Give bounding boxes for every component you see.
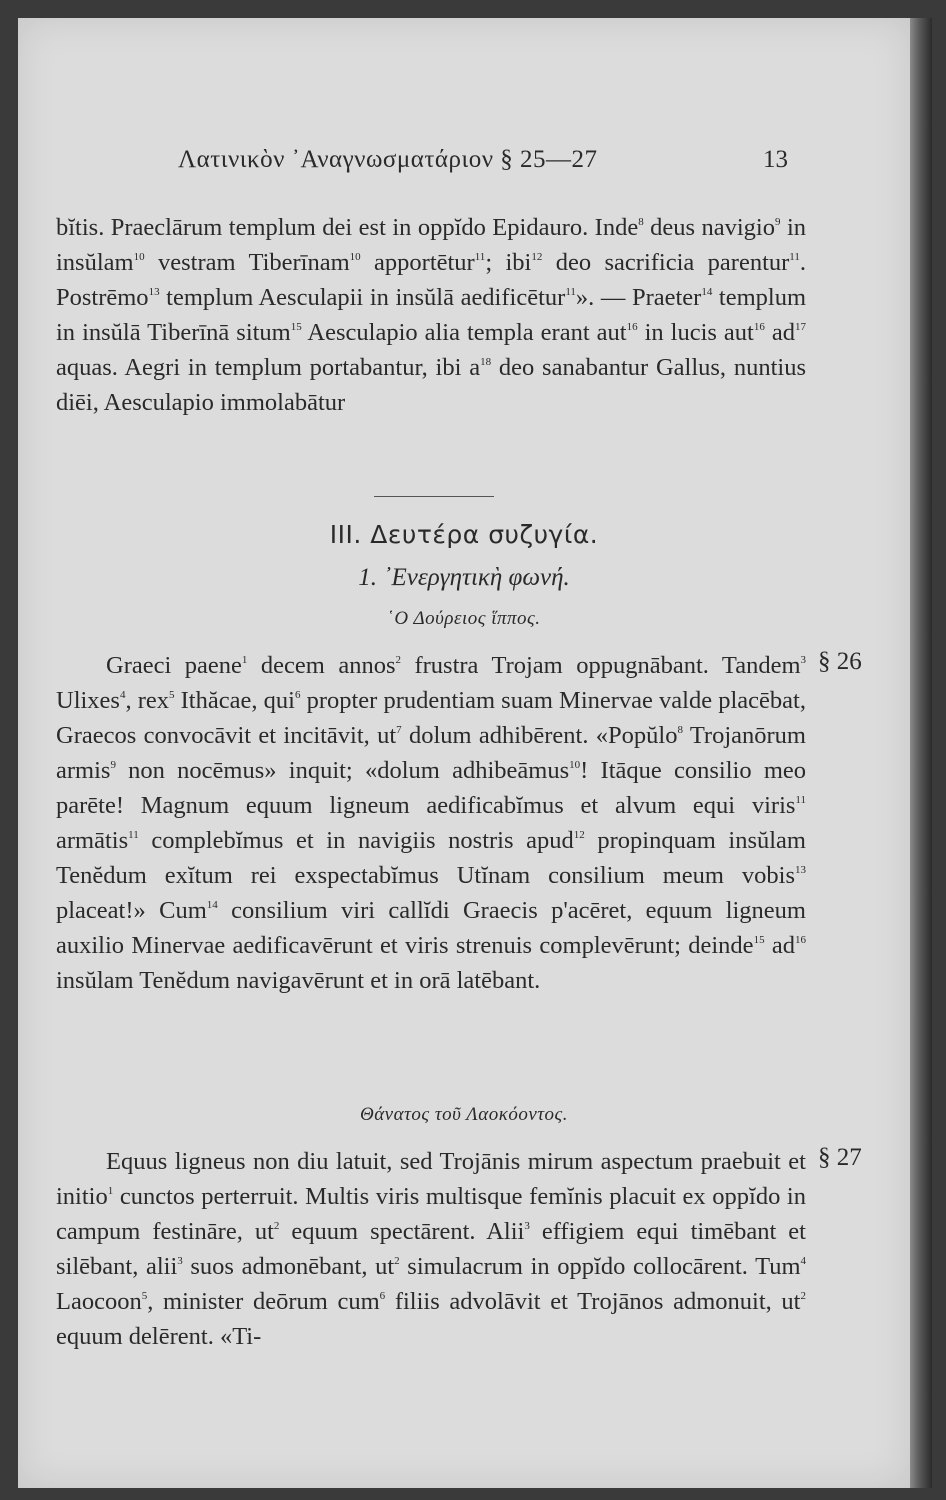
paragraph-text [56, 210, 806, 420]
footnote-ref: 14 [206, 899, 218, 911]
text-run: ». — Praeter [575, 284, 702, 311]
text-run: vestram Tiberīnam [144, 249, 350, 276]
footnote-ref: 13 [148, 286, 160, 298]
text-run: . Postrēmo [56, 249, 806, 311]
footnote-ref: 3 [177, 1255, 183, 1267]
text-run: cunctos perterruit. Multis viris multisque femĭnis placuit ex oppĭdo in campum festināre, ut [56, 1183, 806, 1245]
text-run: templum in insŭlā Tiberīnā situm [56, 284, 807, 346]
page-number: 13 [763, 146, 788, 173]
text-run: aquas. Aegri in templum portabantur, ibi a [56, 354, 481, 381]
footnote-ref: 2 [800, 1290, 806, 1302]
footnote-ref: 4 [800, 1255, 807, 1267]
text-run: Laocoon [56, 1288, 142, 1315]
footnote-ref: 2 [394, 1255, 400, 1267]
text-run: Ithăcae, qui [174, 687, 295, 714]
book-page [18, 18, 910, 1488]
text-run: deo sanabantur Gallus, nuntius diēi, Aesculapio immolabātur [56, 354, 806, 416]
section-marker-26: § 26 [818, 648, 862, 675]
footnote-ref: 11 [789, 251, 800, 263]
text-run: , minister deōrum cum [147, 1288, 380, 1315]
footnote-ref: 10 [349, 251, 361, 263]
text-run: deo sacrificia parentur [542, 249, 790, 276]
paragraph-text [56, 1144, 806, 1354]
footnote-ref: 2 [273, 1220, 280, 1232]
text-run: in insŭlam [56, 214, 806, 276]
text-run: propter prudentiam suam Minervae valde placēbat, Graecos convocāvit et incitāvit, ut [56, 687, 806, 749]
footnote-ref: 9 [110, 759, 116, 771]
paragraph-section-25-end [56, 210, 806, 420]
text-run: insŭlam Tenĕdum navigavērunt et in orā latēbant. [56, 967, 541, 994]
text-run: frustra Trojam oppugnābant. Tandem [400, 652, 801, 679]
text-run: placeat!» Cum [56, 897, 207, 924]
footnote-ref: 3 [524, 1220, 530, 1232]
footnote-ref: 17 [795, 321, 807, 333]
text-run: decem annos [247, 652, 396, 679]
text-run: Trojanōrum armis [56, 722, 806, 784]
text-run: effigiem equi timēbant et silēbant, alii [56, 1218, 806, 1280]
book-spine-edge [910, 18, 932, 1488]
section-divider [374, 496, 494, 497]
footnote-ref: 8 [638, 216, 644, 228]
footnote-ref: 4 [119, 689, 126, 701]
text-run: ! Itāque consilio meo parēte! Magnum equum ligneum aedificabĭmus et alvum equi viris [56, 757, 806, 819]
text-run: filiis advolāvit et Trojānos admonuit, ut [385, 1288, 801, 1315]
paragraph-section-27 [56, 1144, 806, 1354]
text-run: complebĭmus et in navigiis nostris apud [138, 827, 574, 854]
footnote-ref: 6 [379, 1290, 386, 1302]
footnote-ref: 1 [107, 1185, 114, 1197]
text-run: ad [764, 319, 796, 346]
text-run: equum delērent. «Ti- [56, 1323, 262, 1350]
running-header: Λατινικὸν ᾿Αναγνωσματάριον § 25—27 [178, 146, 598, 173]
paragraph-section-26 [56, 648, 806, 998]
footnote-ref: 2 [395, 654, 401, 666]
text-run: apportētur [360, 249, 475, 276]
text-run: Graeci paene [106, 652, 242, 679]
footnote-ref: 16 [753, 321, 765, 333]
footnote-ref: 13 [795, 864, 806, 876]
text-run: ; ibi [485, 249, 532, 276]
text-run: bĭtis. Praeclārum templum dei est in oppĭdo Epidauro. Inde [56, 214, 639, 241]
text-run: consilium viri callĭdi Graecis p'acēret, equum ligneum auxilio Minervae aedificavērunt et viris strenuis complevērunt; deinde [56, 897, 806, 959]
story-title-trojan-horse: ῾Ο Δούρειος ἵππος. [387, 608, 541, 629]
footnote-ref: 5 [141, 1290, 148, 1302]
text-run: deus navigio [643, 214, 775, 241]
footnote-ref: 16 [795, 934, 807, 946]
footnote-ref: 7 [396, 724, 402, 736]
footnote-ref: 11 [795, 794, 806, 806]
footnote-ref: 10 [133, 251, 145, 263]
text-run: propinquam insŭlam Tenĕdum exĭtum rei exspectabĭmus Utĭnam consilium meum vobis [56, 827, 806, 889]
conjugation-heading: III. Δευτέρα συζυγία. [329, 520, 599, 549]
footnote-ref: 6 [294, 689, 301, 701]
footnote-ref: 11 [128, 829, 139, 841]
footnote-ref: 14 [701, 286, 713, 298]
footnote-ref: 5 [169, 689, 175, 701]
footnote-ref: 11 [565, 286, 576, 298]
footnote-ref: 15 [753, 934, 765, 946]
footnote-ref: 12 [531, 251, 543, 263]
text-run: templum Aesculapii in insŭlā aedificētur [159, 284, 566, 311]
text-run: , rex [125, 687, 170, 714]
footnote-ref: 16 [626, 321, 638, 333]
text-run: in lucis aut [637, 319, 754, 346]
text-run: ad [764, 932, 796, 959]
section-marker-27: § 27 [818, 1144, 862, 1171]
footnote-ref: 15 [290, 321, 302, 333]
text-run: simulacrum in oppĭdo collocārent. Tum [399, 1253, 801, 1280]
text-run: equum spectārent. Alii [279, 1218, 525, 1245]
paragraph-text [56, 648, 806, 998]
text-run: non nocēmus» inquit; «dolum adhibeāmus [115, 757, 570, 784]
text-run: Aesculapio alia templa erant aut [301, 319, 627, 346]
text-run: armātis [56, 827, 129, 854]
footnote-ref: 12 [573, 829, 585, 841]
text-run: suos admonēbant, ut [182, 1253, 395, 1280]
footnote-ref: 8 [677, 724, 683, 736]
footnote-ref: 1 [241, 654, 248, 666]
text-run: Ulixes [56, 687, 120, 714]
footnote-ref: 11 [474, 251, 486, 263]
voice-heading: 1. ᾿Ενεργητικὴ φωνή. [358, 564, 570, 591]
footnote-ref: 9 [775, 216, 781, 228]
footnote-ref: 3 [800, 654, 806, 666]
footnote-ref: 18 [480, 356, 492, 368]
text-run: dolum adhibērent. «Popŭlo [401, 722, 678, 749]
text-run: Equus ligneus non diu latuit, sed Trojānis mirum aspectum praebuit et initio [56, 1148, 806, 1210]
footnote-ref: 10 [569, 759, 581, 771]
story-title-laocoon: Θάνατος τοῦ Λαοκόοντος. [359, 1104, 569, 1125]
